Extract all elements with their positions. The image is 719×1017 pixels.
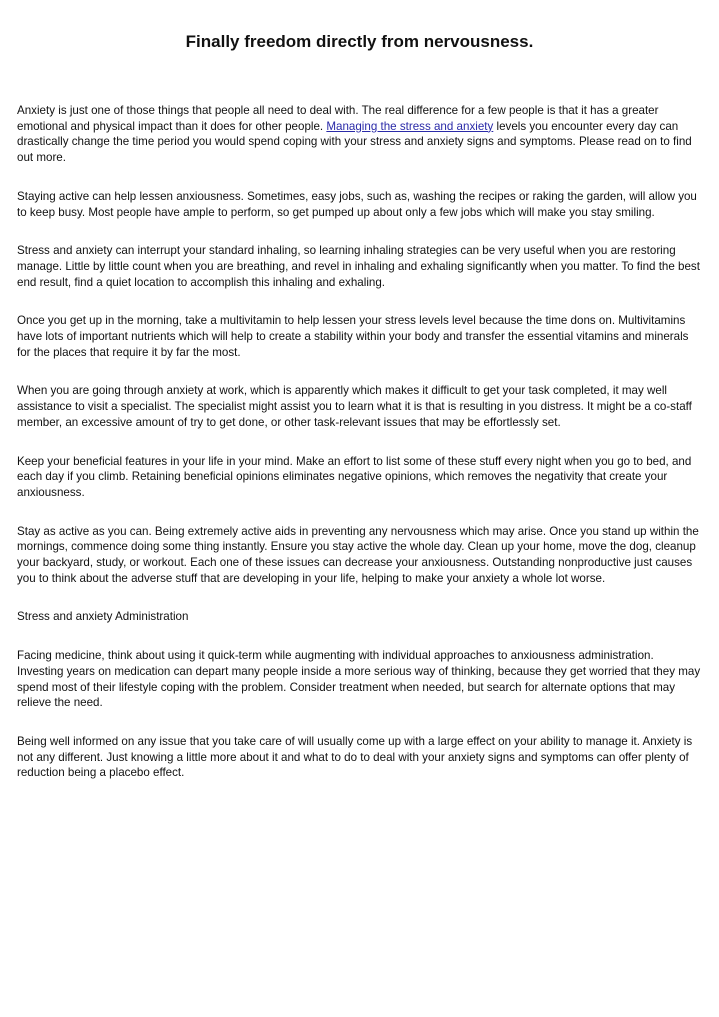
page-title: Finally freedom directly from nervousness. <box>185 32 534 51</box>
paragraph-4: Once you get up in the morning, take a multivitamin to help lessen your stress levels level because the time dons on. Multivitamins have lots of important nutrients which will help to create a stability within your body and transfer the essential vitamins and minerals for the places that require it by far the most. <box>17 314 689 359</box>
paragraph-5: When you are going through anxiety at work, which is apparently which makes it difficult to get your task completed, it may well assistance to visit a specialist. The specialist might assist you to learn what it is that is resulting in you distress. It might be a co-staff member, an excessive amount of try to get done, or other task-relevant issues that may be effortlessly set. <box>17 384 692 429</box>
paragraph-8: Facing medicine, think about using it quick-term while augmenting with individual approaches to anxiousness administration. Investing years on medication can depart many people inside a more serious way of thinking, because they get worried that they may spend most of their lifestyle coping with the problem. Consider treatment when needed, but search for alternate options that may relieve the need. <box>17 649 701 710</box>
article-body <box>17 103 702 804</box>
section-heading: Stress and anxiety Administration <box>17 610 189 624</box>
paragraph-2: Staying active can help lessen anxiousness. Sometimes, easy jobs, such as, washing the recipes or raking the garden, will allow you to keep busy. Most people have ample to perform, so get pumped up about only a few jobs which will make you stay smiling. <box>17 189 697 219</box>
paragraph-1-text-after: levels you encounter every day can drastically change the time period you would spend coping with your stress and anxiety signs and symptoms. Please read on to find out more. <box>17 119 692 165</box>
paragraph-1-text-before: Anxiety is just one of those things that people all need to deal with. The real difference for a few people is that it has a greater emotional and physical impact than it does for other people. <box>17 104 659 133</box>
paragraph-7: Stay as active as you can. Being extremely active aids in preventing any nervousness which may arise. Once you stand up within the mornings, commence doing some thing instantly. Ensure you stay active the whole day. Clean up your home, move the dog, cleanup your backyard, study, or workout. Each one of these issues can decrease your anxiousness. Outstanding nonproductive just causes you to think about the adverse stuff that are developing in your life, helping to make your anxiety a whole lot worse. <box>17 524 699 585</box>
managing-stress-link[interactable]: Managing the stress and anxiety <box>326 119 494 133</box>
paragraph-1 <box>17 103 702 166</box>
paragraph-9: Being well informed on any issue that you take care of will usually come up with a large effect on your ability to manage it. Anxiety is not any different. Just knowing a little more about it and what to do to deal with your anxiety signs and symptoms can offer plenty of reduction being a placebo effect. <box>17 734 693 780</box>
paragraph-3: Stress and anxiety can interrupt your standard inhaling, so learning inhaling strategies can be very useful when you are restoring manage. Little by little count when you are breathing, and revel in inhaling and exhaling significantly when you matter. To find the best end result, find a quiet location to accomplish this inhaling and exhaling. <box>17 244 700 289</box>
paragraph-6: Keep your beneficial features in your life in your mind. Make an effort to list some of these stuff every night when you go to bed, and each day if you climb. Retaining beneficial opinions eliminates negative opinions, which removes the negativity that create your anxiousness. <box>17 454 692 499</box>
